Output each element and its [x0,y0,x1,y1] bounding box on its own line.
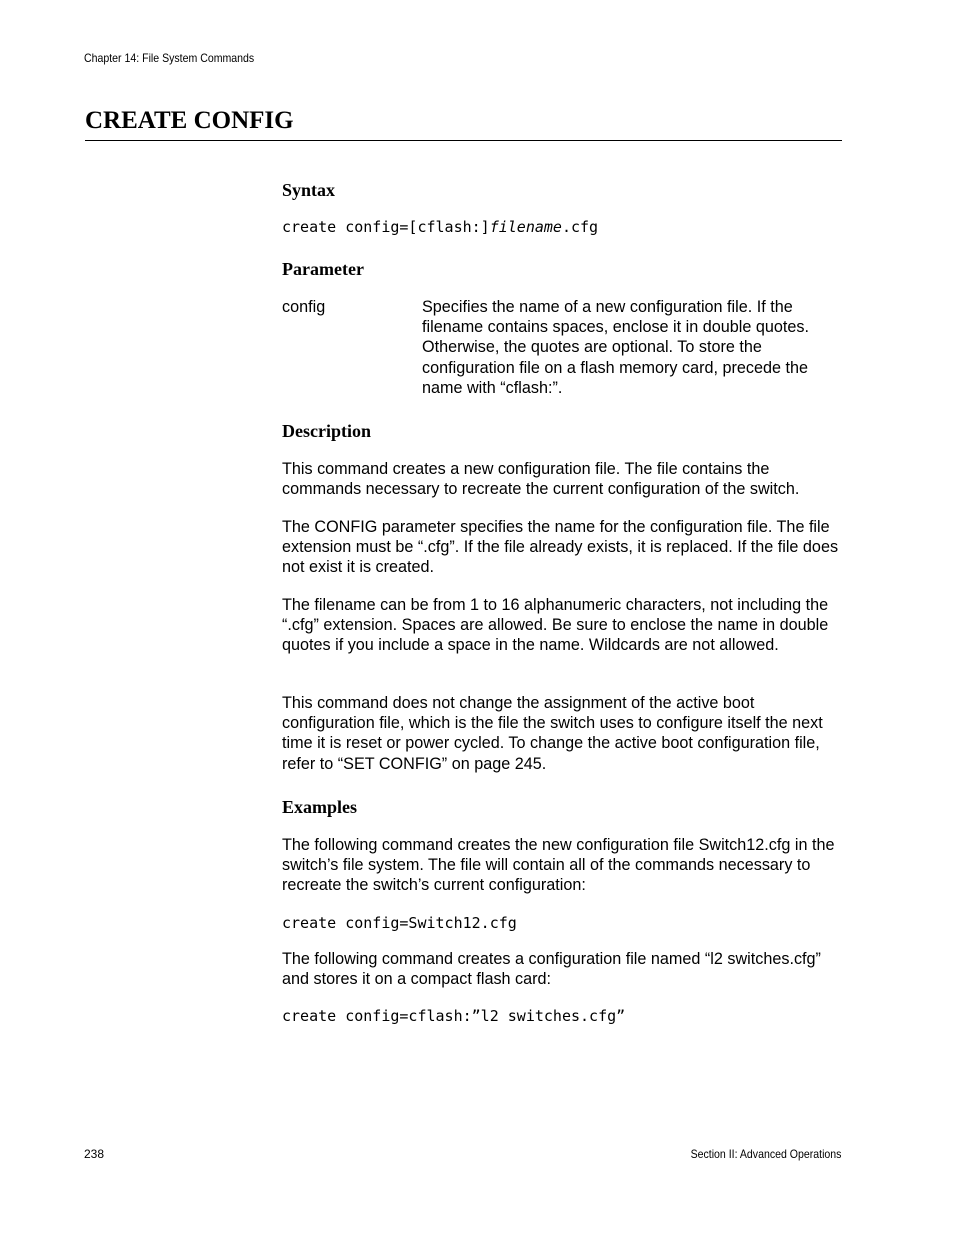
parameter-name: config [282,298,326,316]
examples-heading: Examples [282,797,358,817]
description-paragraph: The CONFIG parameter specifies the name for the configuration file. The file extension must be “.cfg”. If the file already exists, it is replaced. If the file does not exist it is created. [282,518,839,577]
syntax-code [282,217,598,237]
page-title: CREATE CONFIG [85,107,294,134]
syntax-heading: Syntax [282,180,336,200]
syntax-code-variable: filename [489,218,562,236]
description-paragraph: This command creates a new configuration file. The file contains the commands necessary to recreate the current configuration of the switch. [282,460,800,499]
running-header: Chapter 14: File System Commands [84,51,255,65]
example-intro: The following command creates the new configuration file Switch12.cfg in the switch’s file system. The file will contain all of the commands necessary to recreate the switch’s current configuration: [282,836,835,895]
syntax-code-suffix: .cfg [561,218,599,236]
footer-section: Section II: Advanced Operations [690,1147,841,1161]
example-code: create config=Switch12.cfg [282,914,517,932]
example-code: create config=cflash:”l2 switches.cfg” [282,1007,626,1025]
parameter-heading: Parameter [282,259,364,279]
parameter-description: Specifies the name of a new configuration file. If the filename contains spaces, enclose it in double quotes. Otherwise, the quotes are optional. To store the configuration file on a flash memory card, precede the name with “cflash:”. [422,298,809,397]
title-rule [85,140,842,141]
syntax-code-prefix: create config=[cflash:] [282,218,490,236]
description-paragraph: This command does not change the assignment of the active boot configuration file, which is the file the switch uses to configure itself the next time it is reset or power cycled. To change the active boot configuration file, refer to “SET CONFIG” on page 245. [282,694,823,773]
page-number: 238 [84,1147,105,1161]
description-paragraph: The filename can be from 1 to 16 alphanumeric characters, not including the “.cfg” extension. Spaces are allowed. Be sure to enclose the name in double quotes if you include a space in the name. Wildcards are not allowed. [282,596,829,655]
description-heading: Description [282,421,371,441]
example-intro: The following command creates a configuration file named “l2 switches.cfg” and stores it on a compact flash card: [282,950,821,989]
